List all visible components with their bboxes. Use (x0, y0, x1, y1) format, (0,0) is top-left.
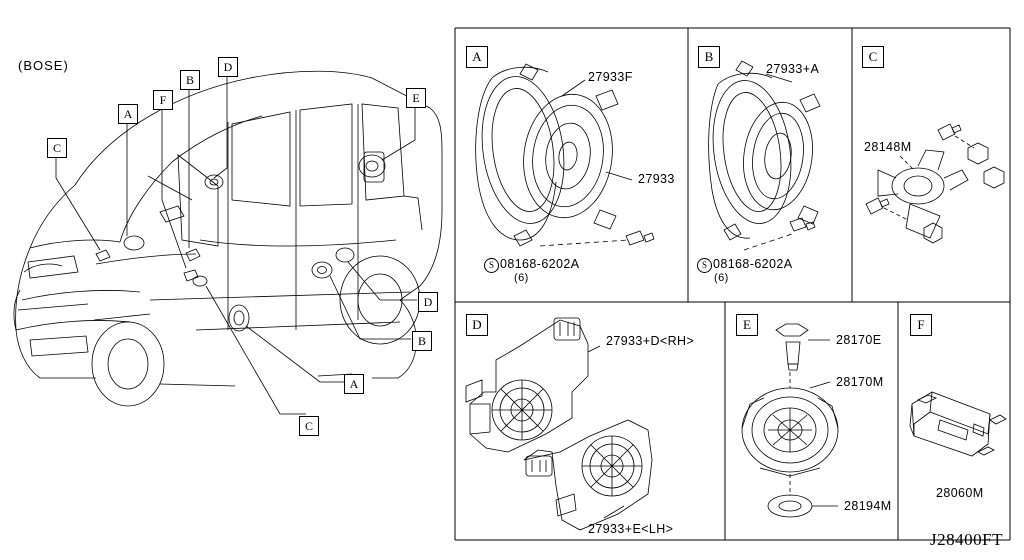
vehicle-callout-b-rear[interactable]: B (412, 331, 432, 351)
panel-id-f[interactable]: F (910, 314, 932, 336)
panel-id-e[interactable]: E (736, 314, 758, 336)
part-label-28194m: 28194M (844, 499, 892, 513)
part-label-28148m: 28148M (864, 140, 912, 154)
vehicle-callout-a-lower[interactable]: A (344, 374, 364, 394)
vehicle-callout-f[interactable]: F (153, 90, 173, 110)
part-qty-a: (6) (514, 272, 529, 284)
part-label-08168-6202a-a: 08168-6202A (500, 257, 580, 271)
vehicle-callout-e[interactable]: E (406, 88, 426, 108)
screw-symbol-a: S (484, 258, 499, 273)
panel-id-b[interactable]: B (698, 46, 720, 68)
part-qty-b: (6) (714, 272, 729, 284)
screw-symbol-b: S (697, 258, 712, 273)
vehicle-callout-a[interactable]: A (118, 104, 138, 124)
part-label-08168-6202a-b: 08168-6202A (713, 257, 793, 271)
part-label-27933-d-rh: 27933+D<RH> (606, 334, 695, 348)
part-label-28170m: 28170M (836, 375, 884, 389)
panel-id-d[interactable]: D (466, 314, 488, 336)
panel-id-a[interactable]: A (466, 46, 488, 68)
vehicle-callout-c[interactable]: C (47, 138, 67, 158)
part-label-28170e: 28170E (836, 333, 882, 347)
part-label-28060m: 28060M (936, 486, 984, 500)
vehicle-callout-d[interactable]: D (218, 57, 238, 77)
vehicle-callout-b[interactable]: B (180, 70, 200, 90)
bose-note: (BOSE) (18, 58, 69, 73)
sheet-number: J28400FT (930, 530, 1003, 549)
panel-id-c[interactable]: C (862, 46, 884, 68)
part-label-27933f: 27933F (588, 70, 633, 84)
part-label-27933-e-lh: 27933+E<LH> (588, 522, 674, 536)
vehicle-callout-d-rear[interactable]: D (418, 292, 438, 312)
vehicle-callout-c-lower[interactable]: C (299, 416, 319, 436)
part-label-27933-a: 27933+A (766, 62, 820, 76)
part-label-27933: 27933 (638, 172, 675, 186)
